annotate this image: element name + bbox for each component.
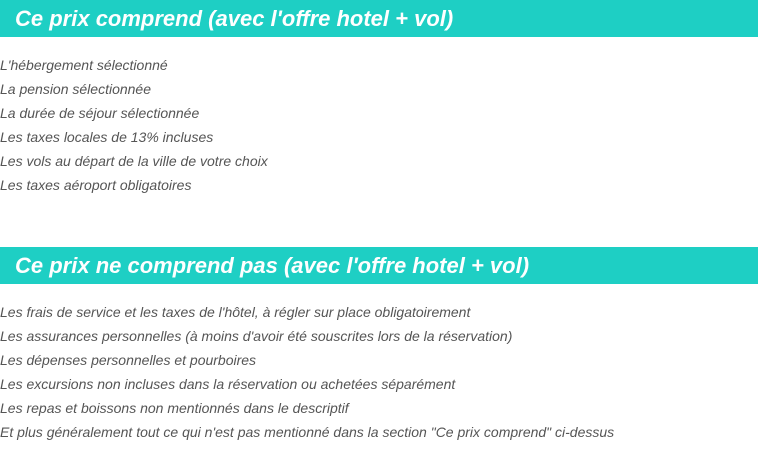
included-item-airport-taxes: Les taxes aéroport obligatoires (0, 177, 192, 193)
excluded-item-general: Et plus généralement tout ce qui n'est pas mentionné dans la section "Ce prix comprend" ci-dessus (0, 424, 615, 440)
excluded-item-hotel-fees: Les frais de service et les taxes de l'hôtel, à régler sur place obligatoirement (0, 304, 471, 320)
excluded-item-insurance: Les assurances personnelles (à moins d'avoir été souscrites lors de la réservation) (0, 328, 513, 344)
included-item-flights: Les vols au départ de la ville de votre choix (0, 153, 268, 169)
excluded-items-list (0, 300, 614, 444)
included-items-list (0, 53, 268, 197)
excluded-item-meals-drinks: Les repas et boissons non mentionnés dans le descriptif (0, 400, 349, 416)
excluded-item-excursions: Les excursions non incluses dans la réservation ou achetées séparément (0, 376, 456, 392)
included-item-board: La pension sélectionnée (0, 81, 152, 97)
included-section-title: Ce prix comprend (avec l'offre hotel + vol) (0, 0, 758, 37)
included-item-duration: La durée de séjour sélectionnée (0, 105, 200, 121)
included-item-local-taxes: Les taxes locales de 13% incluses (0, 129, 214, 145)
included-item-accommodation: L'hébergement sélectionné (0, 57, 168, 73)
excluded-section-title: Ce prix ne comprend pas (avec l'offre hotel + vol) (0, 247, 758, 284)
excluded-item-personal-expenses: Les dépenses personnelles et pourboires (0, 352, 257, 368)
